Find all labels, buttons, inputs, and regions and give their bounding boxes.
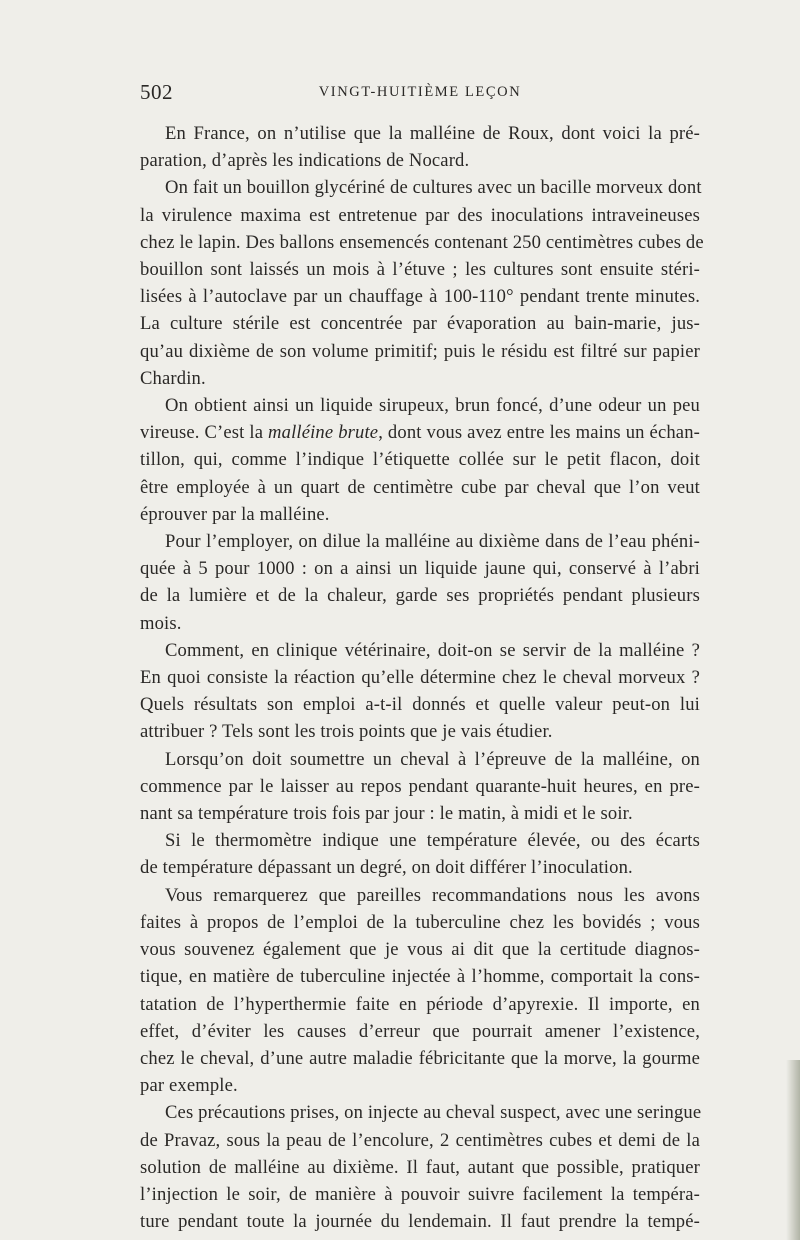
paragraph-2 [140, 174, 704, 392]
text-line: par exemple. [140, 1075, 238, 1097]
text-line: paration, d’après les indications de Nocard. [140, 150, 470, 172]
text-line: tatation de l’hyperthermie faite en période d’apyrexie. Il importe, en [140, 993, 700, 1015]
text-line: attribuer ? Tels sont les trois points que je vais étudier. [140, 721, 553, 743]
text-line: En quoi consiste la réaction qu’elle détermine chez le cheval morveux ? [140, 667, 700, 689]
text-line: On obtient ainsi un liquide sirupeux, brun foncé, d’une odeur un peu [165, 395, 700, 417]
text-line: On fait un bouillon glycériné de cultures avec un bacille morveux dont [165, 177, 702, 199]
text-line: vous souvenez également que je vous ai dit que la certitude diagnos- [140, 939, 700, 961]
text-line: Ces précautions prises, on injecte au cheval suspect, avec une seringue [165, 1102, 702, 1124]
text-line: lisées à l’autoclave par un chauffage à 100-110° pendant trente minutes. [140, 286, 700, 308]
text-line: tillon, qui, comme l’indique l’étiquette collée sur le petit flacon, doit [140, 449, 700, 471]
text-line: En France, on n’utilise que la malléine de Roux, dont voici la pré- [165, 123, 700, 144]
text-line: mois. [140, 612, 182, 634]
text-line: de la lumière et de la chaleur, garde ses propriétés pendant plusieurs [140, 585, 700, 607]
paragraph-4 [140, 528, 700, 637]
page-header [140, 80, 700, 110]
text-line: Pour l’employer, on dilue la malléine au dixième dans de l’eau phéni- [165, 531, 700, 553]
text-line: quée à 5 pour 1000 : on a ainsi un liquide jaune qui, conservé à l’abri [140, 558, 700, 580]
text-line: Comment, en clinique vétérinaire, doit-on se servir de la malléine ? [165, 639, 700, 661]
text-line: effet, d’éviter les causes d’erreur que pourrait amener l’existence, [140, 1020, 700, 1042]
paragraph-8 [140, 882, 700, 1100]
text-line: nant sa température trois fois par jour : le matin, à midi et le soir. [140, 803, 633, 825]
text-line: commence par le laisser au repos pendant quarante-huit heures, en pre- [140, 775, 700, 797]
paragraph-7 [140, 827, 700, 881]
text-run: , dont vous avez entre les mains un échan- [378, 422, 700, 444]
text-line: chez le cheval, d’une autre maladie fébricitante que la morve, la gourme [140, 1047, 700, 1069]
paragraph-1 [140, 120, 700, 174]
body-text [140, 120, 704, 1235]
text-line: éprouver par la malléine. [140, 503, 330, 525]
text-line: être employée à un quart de centimètre cube par cheval que l’on veut [140, 476, 700, 498]
text-line: Vous remarquerez que pareilles recommandations nous les avons [165, 884, 700, 906]
paragraph-6 [140, 746, 700, 828]
page-number: 502 [140, 80, 173, 104]
text-line: La culture stérile est concentrée par évaporation au bain-marie, jus- [140, 313, 700, 335]
text-line: ture pendant toute la journée du lendemain. Il faut prendre la tempé- [140, 1211, 700, 1233]
text-line: solution de malléine au dixième. Il faut, autant que possible, pratiquer [140, 1156, 700, 1178]
text-line [140, 419, 700, 446]
text-line: Lorsqu’on doit soumettre un cheval à l’épreuve de la malléine, on [165, 748, 700, 770]
paragraph-5 [140, 637, 700, 746]
text-line: bouillon sont laissés un mois à l’étuve ; les cultures sont ensuite stéri- [140, 259, 700, 281]
text-line: tique, en matière de tuberculine injectée à l’homme, comportait la cons- [140, 966, 700, 988]
text-line: l’injection le soir, de manière à pouvoir suivre facilement la tempéra- [140, 1183, 700, 1205]
text-run: vireuse. C’est la [140, 422, 269, 444]
text-line: Si le thermomètre indique une température élevée, ou des écarts [165, 830, 700, 852]
running-title: VINGT-HUITIÈME LEÇON [318, 84, 522, 100]
paragraph-3 [140, 392, 700, 528]
text-line: de température dépassant un degré, on doit différer l’inoculation. [140, 857, 633, 879]
text-line: Chardin. [140, 367, 206, 389]
text-line: de Pravaz, sous la peau de l’encolure, 2 centimètres cubes et demi de la [140, 1129, 700, 1151]
paragraph-9 [140, 1099, 700, 1235]
text-line: chez le lapin. Des ballons ensemencés contenant 250 centimètres cubes de [140, 231, 704, 253]
text-line: la virulence maxima est entretenue par des inoculations intraveineuses [140, 204, 700, 226]
page-edge-shadow [786, 1060, 800, 1240]
emphasized-term: malléine brute [268, 422, 379, 444]
text-line: Quels résultats son emploi a-t-il donnés et quelle valeur peut-on lui [140, 694, 700, 716]
text-line: faites à propos de l’emploi de la tuberculine chez les bovidés ; vous [140, 911, 700, 933]
text-line: qu’au dixième de son volume primitif; puis le résidu est filtré sur papier [140, 340, 700, 362]
